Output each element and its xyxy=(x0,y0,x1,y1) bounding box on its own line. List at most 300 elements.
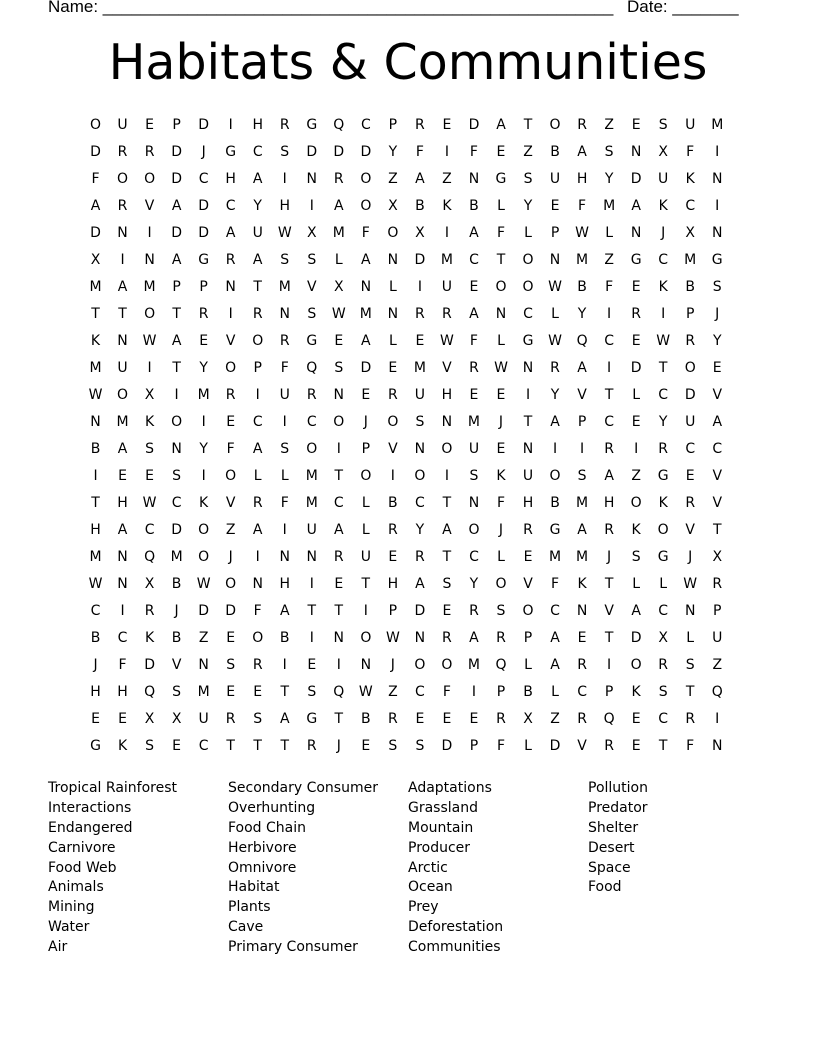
grid-letter: E xyxy=(334,576,344,593)
grid-letter: P xyxy=(172,278,181,295)
word-list-item: Cave xyxy=(228,919,264,936)
grid-letter: R xyxy=(252,305,263,322)
grid-letter: I xyxy=(309,197,314,214)
grid-letter: D xyxy=(360,143,372,160)
grid-letter: D xyxy=(90,224,101,241)
grid-letter: E xyxy=(469,711,479,728)
grid-letter: I xyxy=(282,413,287,430)
grid-letter: V xyxy=(604,603,614,620)
grid-letter: K xyxy=(442,197,452,214)
grid-letter: E xyxy=(523,549,533,566)
grid-letter: E xyxy=(712,359,722,376)
grid-letter: M xyxy=(413,359,426,376)
grid-letter: E xyxy=(550,197,560,214)
grid-letter: G xyxy=(657,549,669,566)
grid-letter: E xyxy=(361,386,371,403)
grid-letter: R xyxy=(144,603,155,620)
grid-letter: T xyxy=(604,576,614,593)
grid-letter: I xyxy=(255,549,260,566)
grid-letter: O xyxy=(522,278,534,295)
grid-letter: I xyxy=(661,305,666,322)
grid-letter: P xyxy=(496,684,506,701)
grid-letter: N xyxy=(414,630,426,647)
grid-letter: L xyxy=(659,576,668,593)
grid-letter: E xyxy=(631,413,641,430)
grid-letter: V xyxy=(225,494,236,511)
grid-letter: R xyxy=(279,332,290,349)
grid-letter: S xyxy=(631,549,641,566)
grid-letter: K xyxy=(658,278,668,295)
grid-letter: L xyxy=(280,467,289,484)
grid-letter: E xyxy=(415,332,425,349)
page-title: Habitats & Communities xyxy=(108,34,708,91)
grid-letter: M xyxy=(711,116,724,133)
grid-letter: R xyxy=(415,549,425,566)
grid-letter: I xyxy=(228,305,233,322)
grid-letter: N xyxy=(630,143,642,160)
grid-letter: Z xyxy=(198,630,209,647)
grid-letter: C xyxy=(333,494,344,511)
grid-letter: U xyxy=(712,630,723,647)
grid-letter: V xyxy=(685,521,695,538)
grid-letter: O xyxy=(522,603,534,620)
grid-letter: H xyxy=(90,521,101,538)
grid-letter: O xyxy=(198,549,210,566)
word-list-item: Arctic xyxy=(408,859,448,876)
grid-letter: C xyxy=(415,684,425,701)
grid-letter: Q xyxy=(144,549,156,566)
grid-letter: R xyxy=(685,494,696,511)
grid-letter: W xyxy=(385,630,400,647)
grid-letter: H xyxy=(522,494,534,511)
grid-letter: F xyxy=(118,657,127,674)
grid-letter: F xyxy=(469,332,478,349)
grid-letter: D xyxy=(549,738,561,755)
grid-letter: N xyxy=(576,603,588,620)
grid-letter: E xyxy=(469,386,479,403)
grid-letter: I xyxy=(417,278,422,295)
grid-letter: K xyxy=(144,630,155,647)
word-list-item: Mountain xyxy=(408,819,474,836)
grid-letter: E xyxy=(361,738,371,755)
grid-letter: B xyxy=(469,197,479,214)
grid-letter: F xyxy=(686,738,695,755)
grid-letter: R xyxy=(415,305,425,322)
grid-letter: N xyxy=(144,251,155,268)
grid-letter: O xyxy=(684,359,696,376)
grid-letter: P xyxy=(577,413,587,430)
grid-letter: I xyxy=(607,657,612,674)
grid-letter: E xyxy=(631,278,641,295)
grid-letter: T xyxy=(712,521,722,538)
grid-letter: I xyxy=(147,359,152,376)
grid-letter: Q xyxy=(711,684,723,701)
grid-letter: Y xyxy=(550,386,560,403)
grid-letter: F xyxy=(496,224,506,241)
grid-letter: N xyxy=(306,549,317,566)
grid-letter: Z xyxy=(604,116,614,133)
grid-letter: B xyxy=(279,630,290,647)
grid-letter: R xyxy=(306,386,317,403)
grid-letter: A xyxy=(117,521,128,538)
grid-letter: G xyxy=(522,332,534,349)
grid-letter: R xyxy=(442,630,452,647)
grid-letter: T xyxy=(658,738,668,755)
grid-letter: A xyxy=(171,251,182,268)
grid-letter: E xyxy=(226,413,236,430)
grid-letter: D xyxy=(171,170,182,187)
grid-letter: Y xyxy=(253,197,262,214)
grid-letter: M xyxy=(89,278,102,295)
grid-letter: L xyxy=(388,278,397,295)
grid-letter: C xyxy=(415,494,425,511)
grid-letter: C xyxy=(604,332,614,349)
grid-letter: C xyxy=(685,440,696,457)
grid-letter: A xyxy=(334,197,344,214)
grid-letter: Q xyxy=(603,711,615,728)
grid-letter: A xyxy=(712,413,723,430)
grid-letter: P xyxy=(523,630,533,647)
grid-letter: O xyxy=(252,630,264,647)
word-list-item: Desert xyxy=(588,839,635,856)
grid-letter: S xyxy=(280,143,290,160)
grid-letter: P xyxy=(361,440,371,457)
grid-letter: D xyxy=(171,521,182,538)
grid-letter: R xyxy=(225,386,236,403)
grid-letter: U xyxy=(522,467,534,484)
grid-letter: I xyxy=(444,143,449,160)
grid-letter: O xyxy=(144,170,156,187)
grid-letter: O xyxy=(387,224,399,241)
grid-letter: C xyxy=(658,251,669,268)
grid-letter: V xyxy=(712,386,723,403)
grid-letter: A xyxy=(415,170,425,187)
grid-letter: A xyxy=(252,170,263,187)
grid-letter: C xyxy=(117,630,128,647)
word-list-item: Food Web xyxy=(48,859,117,876)
grid-letter: X xyxy=(171,711,182,728)
grid-letter: S xyxy=(145,738,155,755)
grid-letter: N xyxy=(387,305,399,322)
grid-letter: O xyxy=(225,467,237,484)
grid-letter: N xyxy=(279,305,290,322)
grid-letter: X xyxy=(523,711,533,728)
grid-letter: X xyxy=(388,197,398,214)
grid-letter: S xyxy=(685,657,695,674)
grid-letter: V xyxy=(712,467,723,484)
grid-letter: X xyxy=(685,224,695,241)
word-list-item: Primary Consumer xyxy=(228,939,358,956)
grid-letter: T xyxy=(604,386,614,403)
grid-letter: Z xyxy=(388,170,398,187)
grid-letter: N xyxy=(684,603,696,620)
grid-letter: V xyxy=(388,440,398,457)
grid-letter: X xyxy=(415,224,425,241)
word-list-item: Communities xyxy=(408,939,501,956)
grid-letter: N xyxy=(711,738,723,755)
grid-letter: V xyxy=(442,359,452,376)
grid-letter: U xyxy=(685,413,696,430)
grid-letter: P xyxy=(469,738,479,755)
grid-letter: E xyxy=(199,332,209,349)
grid-letter: A xyxy=(225,224,236,241)
grid-letter: D xyxy=(684,386,696,403)
grid-letter: G xyxy=(630,251,642,268)
grid-letter: W xyxy=(358,684,373,701)
grid-letter: R xyxy=(550,359,560,376)
grid-letter: I xyxy=(607,305,612,322)
grid-letter: D xyxy=(306,143,318,160)
grid-letter: I xyxy=(336,657,341,674)
grid-letter: Q xyxy=(144,684,156,701)
grid-letter: T xyxy=(91,494,100,511)
grid-letter: E xyxy=(496,143,506,160)
grid-letter: L xyxy=(253,467,262,484)
grid-letter: J xyxy=(228,549,233,566)
grid-letter: Z xyxy=(631,467,641,484)
grid-letter: Z xyxy=(523,143,533,160)
grid-letter: J xyxy=(174,603,179,620)
grid-letter: T xyxy=(253,738,262,755)
grid-letter: Y xyxy=(199,359,208,376)
grid-letter: A xyxy=(334,521,344,538)
grid-letter: M xyxy=(603,197,616,214)
grid-letter: R xyxy=(333,170,344,187)
grid-letter: Y xyxy=(523,197,533,214)
grid-letter: M xyxy=(684,251,697,268)
grid-letter: R xyxy=(144,143,155,160)
grid-letter: E xyxy=(388,359,398,376)
grid-letter: H xyxy=(225,170,236,187)
grid-letter: Y xyxy=(658,413,668,430)
grid-letter: D xyxy=(198,116,210,133)
grid-letter: S xyxy=(226,657,236,674)
grid-letter: T xyxy=(442,494,452,511)
grid-letter: J xyxy=(498,521,504,538)
grid-letter: W xyxy=(440,332,454,349)
grid-letter: R xyxy=(577,711,587,728)
grid-letter: S xyxy=(307,251,317,268)
grid-letter: T xyxy=(307,603,317,620)
grid-letter: U xyxy=(279,386,290,403)
grid-letter: M xyxy=(467,413,480,430)
grid-letter: D xyxy=(171,143,182,160)
grid-letter: E xyxy=(631,711,641,728)
grid-letter: V xyxy=(306,278,317,295)
grid-letter: C xyxy=(252,413,263,430)
grid-letter: D xyxy=(414,251,426,268)
grid-letter: L xyxy=(361,521,370,538)
grid-letter: F xyxy=(280,494,289,511)
grid-letter: O xyxy=(495,576,507,593)
grid-letter: S xyxy=(658,684,668,701)
grid-letter: D xyxy=(468,116,480,133)
grid-letter: C xyxy=(712,440,723,457)
grid-letter: H xyxy=(441,386,453,403)
grid-letter: O xyxy=(333,413,345,430)
grid-letter: N xyxy=(333,630,345,647)
grid-letter: I xyxy=(580,440,585,457)
grid-letter: G xyxy=(198,251,210,268)
grid-letter: H xyxy=(117,684,128,701)
grid-letter: I xyxy=(282,657,287,674)
grid-letter: U xyxy=(360,549,371,566)
grid-letter: W xyxy=(277,224,292,241)
grid-letter: J xyxy=(93,657,98,674)
grid-letter: S xyxy=(172,467,182,484)
grid-letter: O xyxy=(252,332,264,349)
grid-letter: M xyxy=(305,494,318,511)
word-list-item: Interactions xyxy=(48,799,132,816)
grid-letter: X xyxy=(334,278,344,295)
grid-letter: C xyxy=(171,494,182,511)
grid-letter: F xyxy=(605,278,614,295)
grid-letter: T xyxy=(253,278,262,295)
grid-letter: R xyxy=(387,521,398,538)
grid-letter: E xyxy=(253,684,263,701)
word-list-item: Animals xyxy=(48,879,104,896)
grid-letter: R xyxy=(225,711,236,728)
grid-letter: N xyxy=(306,170,317,187)
grid-letter: C xyxy=(469,549,479,566)
grid-letter: U xyxy=(252,224,263,241)
grid-letter: M xyxy=(549,549,562,566)
grid-letter: T xyxy=(172,359,181,376)
grid-letter: I xyxy=(201,413,206,430)
grid-letter: G xyxy=(711,251,723,268)
grid-letter: B xyxy=(90,630,101,647)
grid-letter: S xyxy=(280,440,290,457)
grid-letter: A xyxy=(469,305,479,322)
grid-letter: Y xyxy=(604,170,614,187)
letter-grid xyxy=(82,111,731,760)
grid-letter: T xyxy=(91,305,100,322)
word-list-item: Pollution xyxy=(588,780,648,796)
grid-letter: Q xyxy=(576,332,588,349)
grid-letter: F xyxy=(496,494,506,511)
grid-letter: F xyxy=(253,603,262,620)
grid-letter: F xyxy=(361,224,370,241)
grid-letter: O xyxy=(414,467,426,484)
grid-letter: H xyxy=(252,116,263,133)
grid-letter: W xyxy=(331,305,346,322)
grid-letter: F xyxy=(442,684,451,701)
word-list-item: Producer xyxy=(408,839,471,856)
grid-letter: G xyxy=(306,711,318,728)
grid-letter: Y xyxy=(415,521,425,538)
grid-letter: Q xyxy=(306,359,318,376)
grid-letter: Z xyxy=(442,170,452,187)
grid-letter: R xyxy=(658,657,669,674)
grid-letter: I xyxy=(336,440,341,457)
grid-letter: N xyxy=(387,251,399,268)
grid-letter: T xyxy=(604,630,614,647)
grid-letter: W xyxy=(88,386,103,403)
grid-letter: F xyxy=(686,143,695,160)
grid-letter: Y xyxy=(388,143,398,160)
grid-letter: D xyxy=(225,603,237,620)
grid-letter: W xyxy=(494,359,508,376)
grid-letter: A xyxy=(279,603,290,620)
grid-letter: B xyxy=(90,440,101,457)
grid-letter: S xyxy=(253,711,263,728)
grid-letter: T xyxy=(523,116,533,133)
grid-letter: A xyxy=(496,116,506,133)
grid-letter: A xyxy=(252,440,263,457)
grid-letter: K xyxy=(496,467,506,484)
grid-letter: E xyxy=(685,467,695,484)
grid-letter: S xyxy=(334,359,344,376)
grid-letter: O xyxy=(441,657,453,674)
grid-letter: I xyxy=(255,386,260,403)
grid-letter: S xyxy=(388,738,398,755)
grid-letter: B xyxy=(415,197,425,214)
grid-letter: R xyxy=(117,143,128,160)
grid-letter: E xyxy=(172,738,182,755)
grid-letter: X xyxy=(144,711,155,728)
grid-letter: F xyxy=(280,359,289,376)
grid-letter: W xyxy=(196,576,211,593)
grid-letter: L xyxy=(388,332,397,349)
grid-letter: O xyxy=(630,657,642,674)
grid-letter: E xyxy=(118,711,127,728)
grid-letter: S xyxy=(604,143,614,160)
grid-letter: R xyxy=(306,738,317,755)
grid-letter: A xyxy=(361,251,371,268)
grid-letter: V xyxy=(577,386,587,403)
grid-letter: D xyxy=(630,630,642,647)
grid-letter: J xyxy=(661,224,666,241)
grid-letter: M xyxy=(576,549,589,566)
grid-letter: I xyxy=(607,359,612,376)
grid-letter: V xyxy=(712,494,723,511)
grid-letter: T xyxy=(334,711,344,728)
grid-letter: R xyxy=(577,116,587,133)
grid-letter: U xyxy=(117,359,128,376)
grid-letter: R xyxy=(442,305,452,322)
grid-letter: E xyxy=(334,332,344,349)
grid-letter: A xyxy=(469,224,479,241)
grid-letter: O xyxy=(225,576,237,593)
grid-letter: A xyxy=(252,521,263,538)
grid-letter: K xyxy=(631,521,641,538)
grid-letter: O xyxy=(360,197,372,214)
grid-letter: K xyxy=(658,494,668,511)
grid-letter: M xyxy=(89,549,102,566)
grid-letter: W xyxy=(656,332,671,349)
grid-letter: W xyxy=(142,494,157,511)
grid-letter: D xyxy=(198,224,210,241)
grid-letter: A xyxy=(252,251,263,268)
grid-letter: H xyxy=(117,494,128,511)
grid-letter: A xyxy=(550,413,560,430)
grid-letter: I xyxy=(282,521,287,538)
grid-letter: O xyxy=(117,170,129,187)
grid-letter: D xyxy=(360,359,372,376)
grid-letter: E xyxy=(442,116,452,133)
grid-letter: H xyxy=(90,684,101,701)
grid-letter: O xyxy=(360,467,372,484)
word-list-item: Endangered xyxy=(48,819,133,836)
word-list-item: Air xyxy=(48,939,68,956)
grid-letter: S xyxy=(307,305,317,322)
grid-letter: S xyxy=(712,278,722,295)
grid-letter: O xyxy=(441,440,453,457)
grid-letter: C xyxy=(658,386,669,403)
grid-letter: M xyxy=(143,278,156,295)
grid-letter: E xyxy=(442,603,452,620)
grid-letter: R xyxy=(604,440,614,457)
